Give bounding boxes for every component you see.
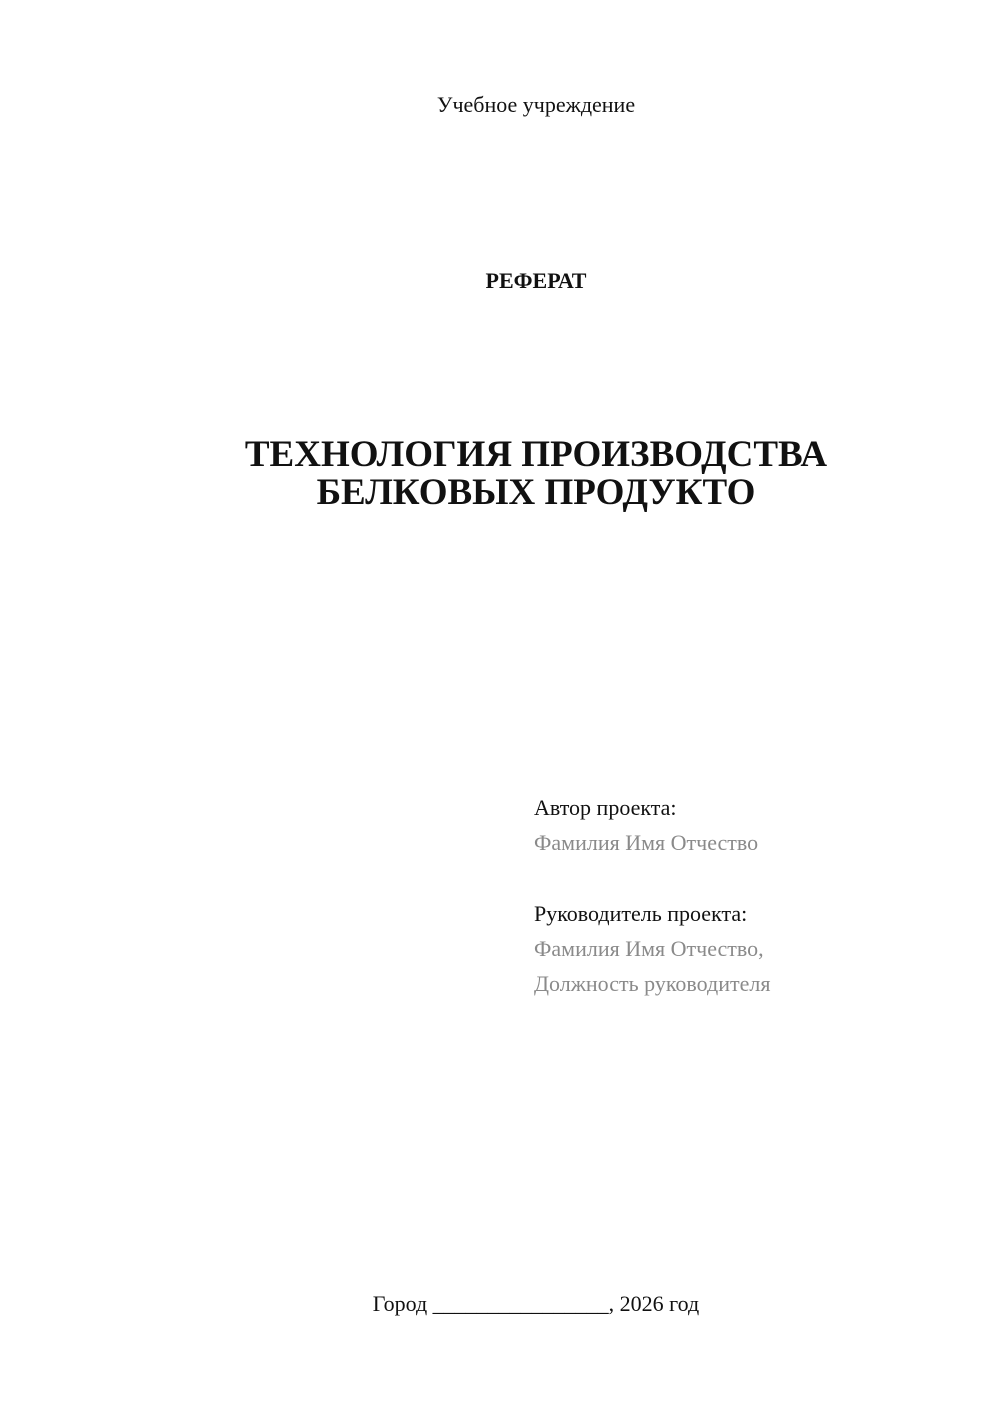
supervisor-position: Должность руководителя xyxy=(534,971,771,996)
author-name: Фамилия Имя Отчество xyxy=(534,830,759,855)
author-label: Автор проекта: xyxy=(534,795,677,820)
credits-block xyxy=(534,790,974,1001)
supervisor-name: Фамилия Имя Отчество, xyxy=(534,936,764,961)
institution-name: Учебное учреждение xyxy=(436,92,636,117)
document-title-line-2: БЕЛКОВЫХ ПРОДУКТО xyxy=(316,472,756,513)
credits-spacer xyxy=(534,860,974,896)
city-year-line: Город ________________, 2026 год xyxy=(372,1291,700,1316)
document-type: РЕФЕРАТ xyxy=(485,268,587,293)
document-title xyxy=(0,436,1000,512)
supervisor-label: Руководитель проекта: xyxy=(534,901,748,926)
document-title-line-1: ТЕХНОЛОГИЯ ПРОИЗВОДСТВА xyxy=(244,434,828,475)
